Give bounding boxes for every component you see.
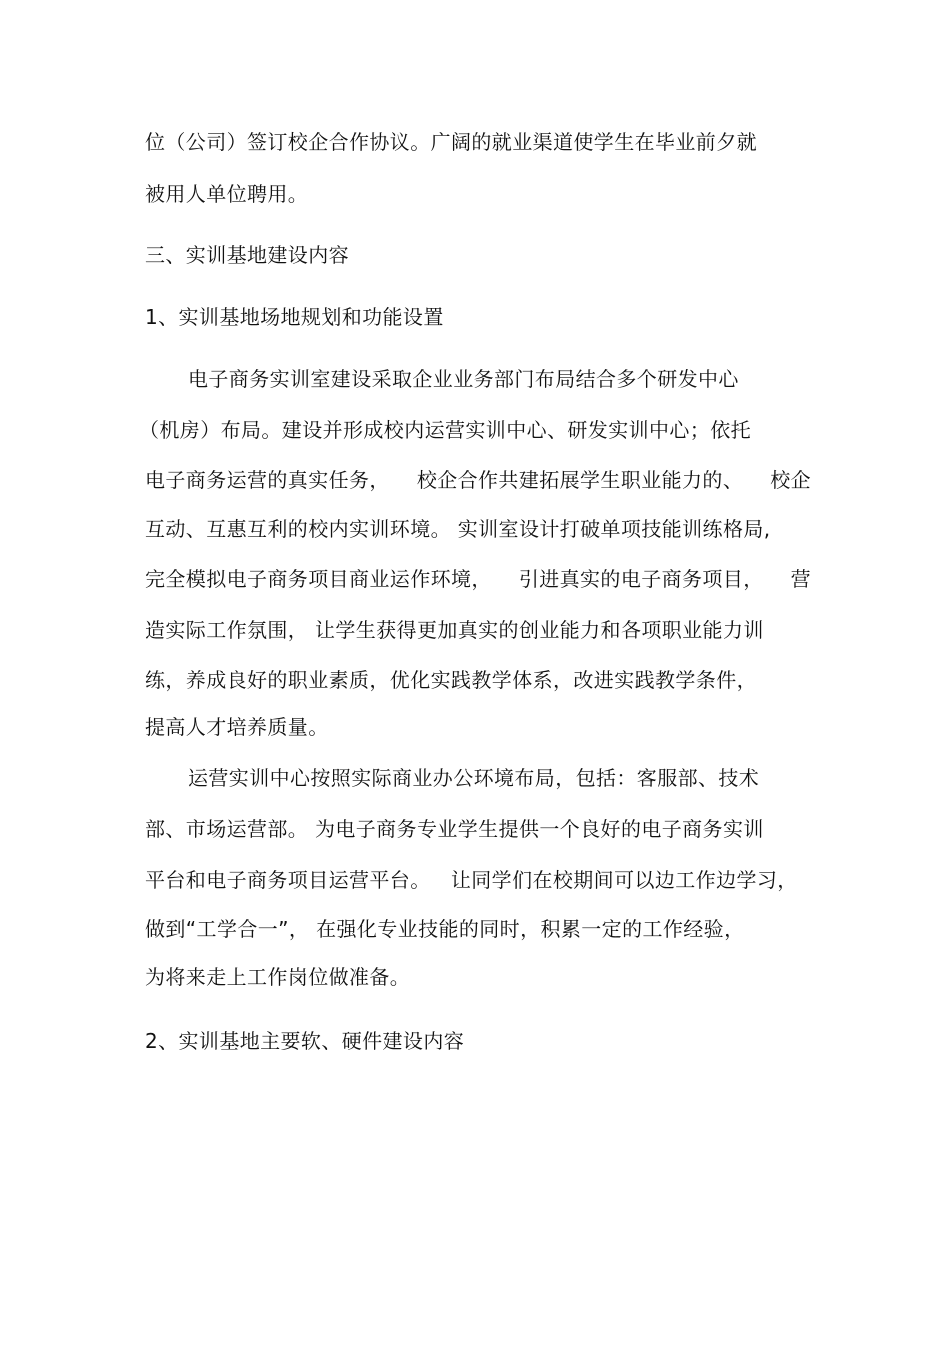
- text-line: 练，养成良好的职业素质，优化实践教学体系，改进实践教学条件，: [145, 668, 757, 692]
- text-line: （机房）布局。建设并形成校内运营实训中心、研发实训中心；依托: [139, 418, 751, 442]
- text-line: 造实际工作氛围， 让学生获得更加真实的创业能力和各项职业能力训: [145, 618, 764, 642]
- paragraph-start-line: 运营实训中心按照实际商业办公环境布局，包括：客服部、技术: [188, 766, 760, 790]
- subsection-heading: 1、实训基地场地规划和功能设置: [145, 305, 444, 329]
- text-line: 提高人才培养质量。: [145, 715, 329, 739]
- text-line: 部、市场运营部。 为电子商务专业学生提供一个良好的电子商务实训: [145, 817, 764, 841]
- text-line: 电子商务运营的真实任务， 校企合作共建拓展学生职业能力的、 校企: [145, 468, 812, 492]
- text-line: 为将来走上工作岗位做准备。: [145, 965, 411, 989]
- section-heading: 三、实训基地建设内容: [145, 243, 349, 267]
- text-line: 被用人单位聘用。: [145, 182, 309, 206]
- text-line: 位（公司）签订校企合作协议。广阔的就业渠道使学生在毕业前夕就: [145, 130, 757, 154]
- text-line: 互动、互惠互利的校内实训环境。 实训室设计打破单项技能训练格局,: [145, 517, 771, 541]
- paragraph-start-line: 电子商务实训室建设采取企业业务部门布局结合多个研发中心: [188, 367, 739, 391]
- text-line: 完全模拟电子商务项目商业运作环境， 引进真实的电子商务项目， 营: [145, 567, 812, 591]
- text-line: 平台和电子商务项目运营平台。 让同学们在校期间可以边工作边学习，: [145, 868, 798, 892]
- subsection-heading: 2、实训基地主要软、硬件建设内容: [145, 1029, 465, 1053]
- text-line: 做到“工学合一”， 在强化专业技能的同时，积累一定的工作经验，: [145, 917, 745, 941]
